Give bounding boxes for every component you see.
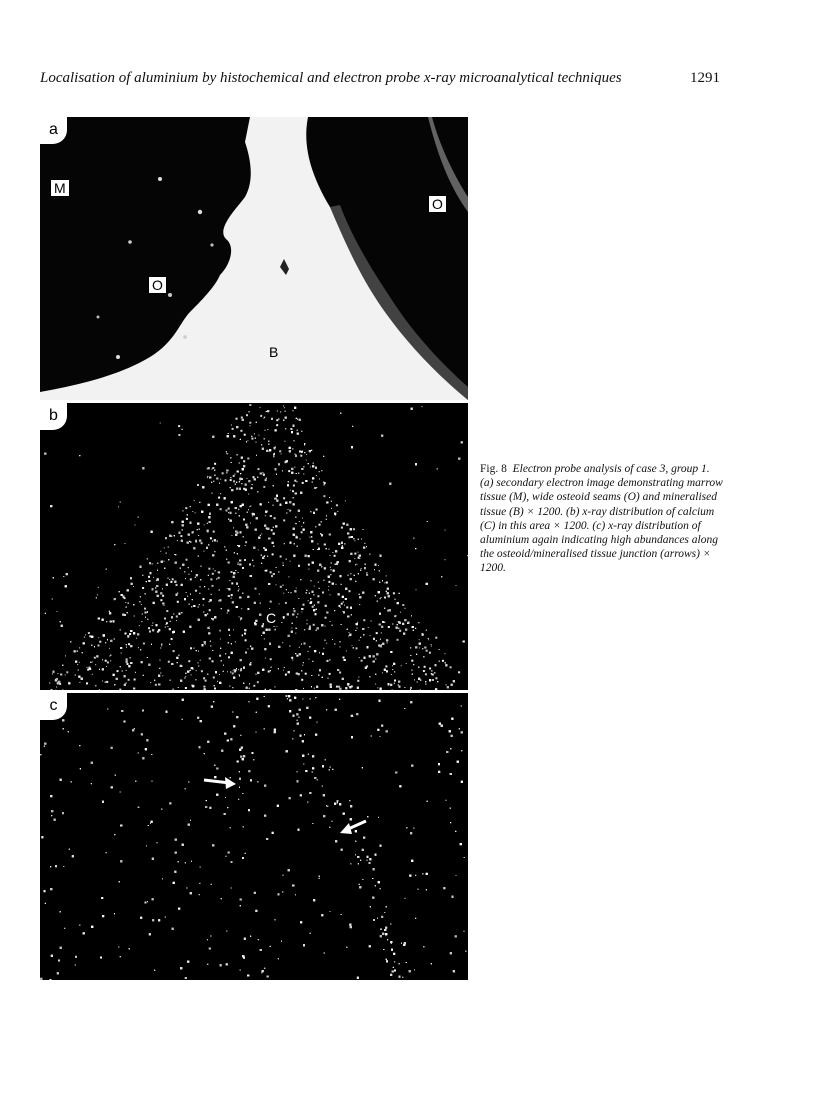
bone-label: B [269,344,279,360]
figure-caption [480,462,725,576]
osteoid-label-left: O [148,276,167,294]
panel-a-secondary-electron-image [40,117,468,400]
panel-b-letter: b [40,403,67,430]
marrow-label: M [50,179,70,197]
panel-c-letter: c [40,693,67,720]
calcium-label: C [266,610,277,626]
arrow-left-icon [204,777,236,789]
micrograph-a [40,117,468,400]
junction-arrows [40,693,468,980]
calcium-distribution-map [40,403,468,690]
figure-label: Fig. 8 [480,463,507,475]
running-header [40,70,720,90]
page-number: 1291 [690,70,720,86]
panel-b-calcium-xray-map [40,403,468,690]
panel-a-letter: a [40,117,67,144]
arrow-right-icon [340,821,366,834]
osteoid-label-right: O [428,195,447,213]
panel-c-aluminium-xray-map [40,693,468,980]
caption-text: Electron probe analysis of case 3, group 1. (a) secondary electron image demonstrating marrow tissue (M), wide osteoid seams (O) and mineralised tissue (B) × 1200. (b) x-ray distribution of calcium (C) in this area × 1200. (c) x-ray distribution of aluminium again indicating high abundances along the osteoid/mineralised tissue junction (arrows) × 1200. [480,463,723,575]
running-title: Localisation of aluminium by histochemical and electron probe x-ray microanalytical techniques [40,70,622,86]
